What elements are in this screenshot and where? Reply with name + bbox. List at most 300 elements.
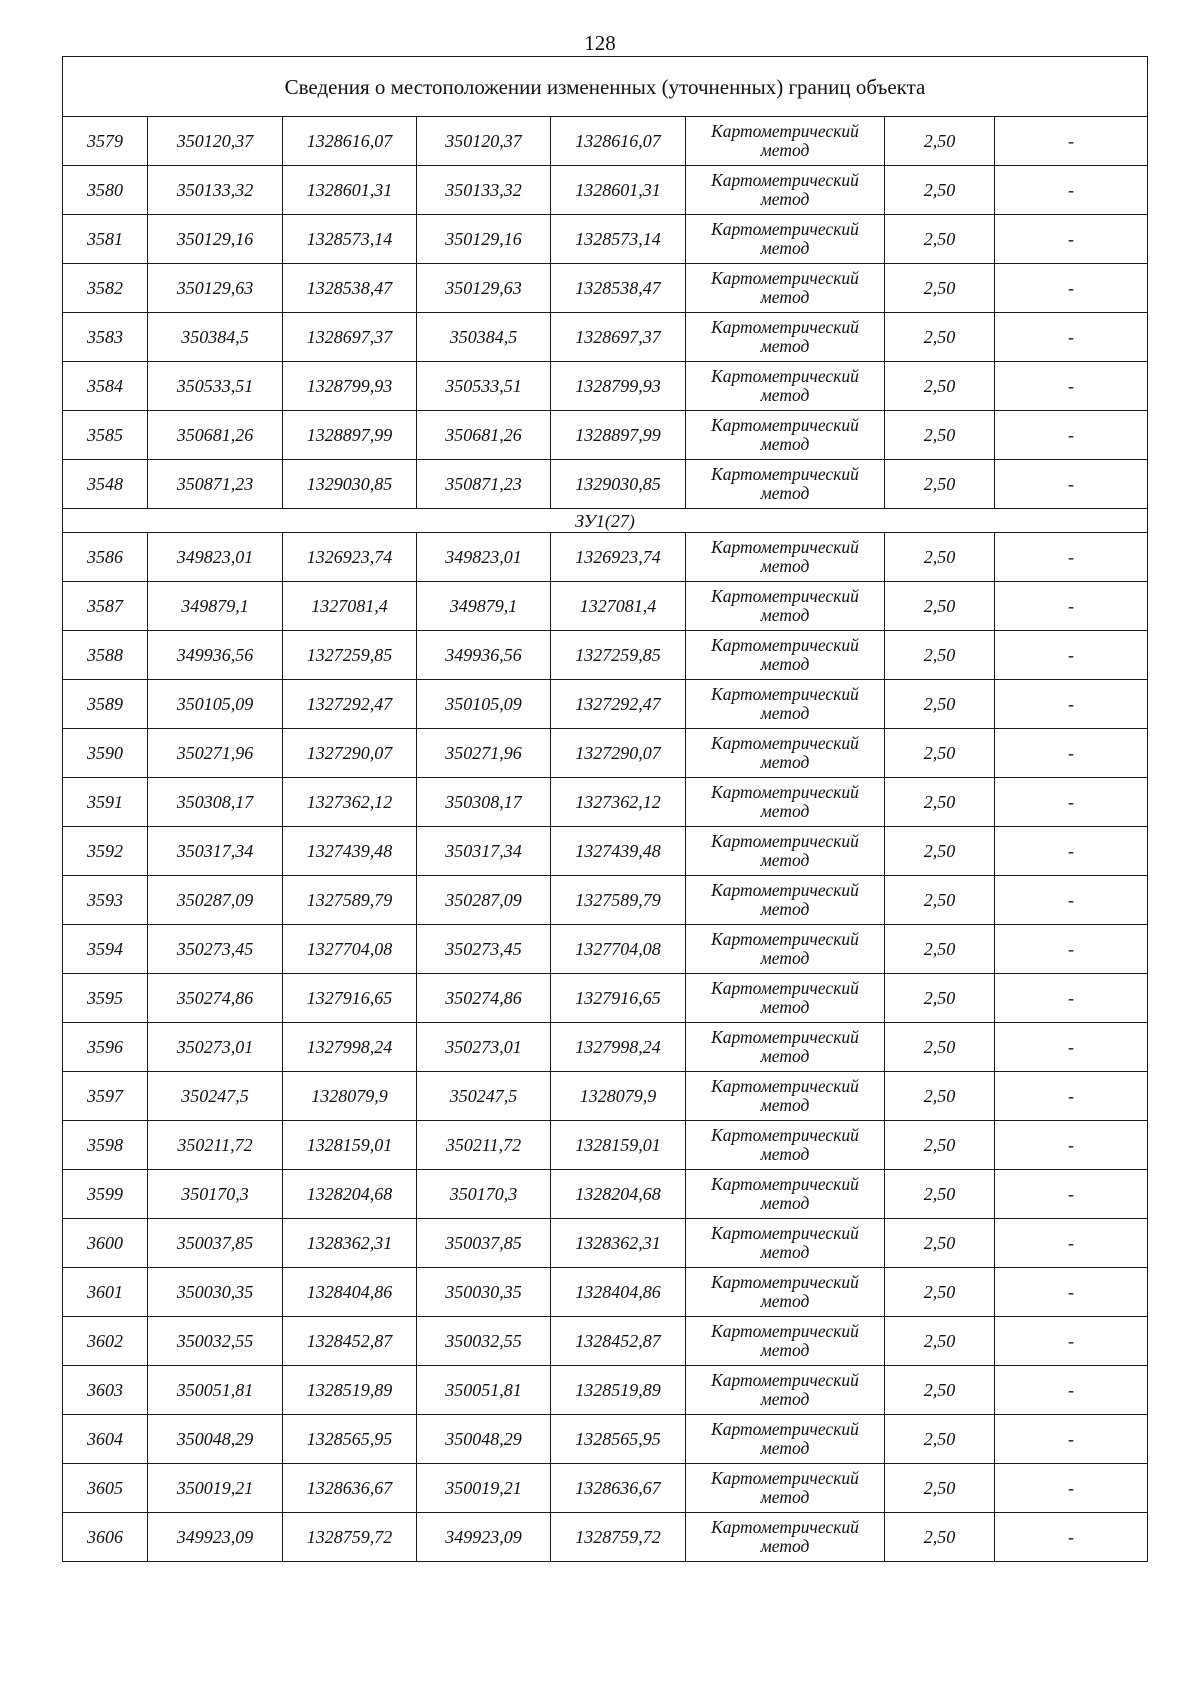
method-line-2: метод [760,1144,810,1164]
table-row [63,925,1148,974]
method-cell [686,166,885,215]
point-number-cell: 3594 [63,925,148,974]
existing-y-cell: 1328204,68 [283,1170,417,1219]
existing-x-cell: 350051,81 [148,1366,283,1415]
accuracy-cell: 2,50 [885,1219,995,1268]
method-line-1: Картометрический [711,978,859,998]
existing-y-cell: 1327439,48 [283,827,417,876]
method-line-2: метод [760,899,810,919]
refined-x-cell: 349879,1 [417,582,551,631]
table-row [63,1121,1148,1170]
refined-y-cell: 1328759,72 [551,1513,686,1562]
existing-x-cell: 350273,01 [148,1023,283,1072]
existing-x-cell: 350105,09 [148,680,283,729]
method-line-2: метод [760,434,810,454]
description-cell: - [995,778,1148,827]
refined-x-cell: 350019,21 [417,1464,551,1513]
existing-x-cell: 350133,32 [148,166,283,215]
existing-y-cell: 1327259,85 [283,631,417,680]
refined-x-cell: 350273,45 [417,925,551,974]
method-line-2: метод [760,1438,810,1458]
method-line-2: метод [760,1487,810,1507]
table-row [63,1415,1148,1464]
description-cell: - [995,166,1148,215]
refined-y-cell: 1328404,86 [551,1268,686,1317]
refined-y-cell: 1327916,65 [551,974,686,1023]
existing-y-cell: 1328538,47 [283,264,417,313]
point-number-cell: 3587 [63,582,148,631]
table-row [63,533,1148,582]
description-cell: - [995,313,1148,362]
description-cell: - [995,1317,1148,1366]
description-cell: - [995,1415,1148,1464]
method-cell [686,729,885,778]
method-line-1: Картометрический [711,464,859,484]
method-line-2: метод [760,948,810,968]
existing-x-cell: 350533,51 [148,362,283,411]
accuracy-cell: 2,50 [885,362,995,411]
existing-x-cell: 350271,96 [148,729,283,778]
refined-y-cell: 1327998,24 [551,1023,686,1072]
method-cell [686,1023,885,1072]
method-cell [686,1464,885,1513]
point-number-cell: 3579 [63,117,148,166]
method-line-1: Картометрический [711,415,859,435]
description-cell: - [995,1268,1148,1317]
existing-x-cell: 350129,63 [148,264,283,313]
refined-y-cell: 1327292,47 [551,680,686,729]
existing-x-cell: 350247,5 [148,1072,283,1121]
method-line-1: Картометрический [711,268,859,288]
table-row [63,827,1148,876]
accuracy-cell: 2,50 [885,264,995,313]
description-cell: - [995,460,1148,509]
table-row [63,1317,1148,1366]
accuracy-cell: 2,50 [885,729,995,778]
refined-x-cell: 350037,85 [417,1219,551,1268]
method-cell [686,827,885,876]
table-row [63,1513,1148,1562]
method-line-1: Картометрический [711,1321,859,1341]
section-label: ЗУ1(27) [63,509,1148,533]
accuracy-cell: 2,50 [885,117,995,166]
refined-x-cell: 350105,09 [417,680,551,729]
method-line-2: метод [760,385,810,405]
method-line-2: метод [760,752,810,772]
table-title: Сведения о местоположении измененных (уточненных) границ объекта [63,57,1148,117]
refined-x-cell: 350120,37 [417,117,551,166]
method-cell [686,1170,885,1219]
existing-y-cell: 1329030,85 [283,460,417,509]
method-cell [686,925,885,974]
existing-y-cell: 1328573,14 [283,215,417,264]
refined-x-cell: 350533,51 [417,362,551,411]
accuracy-cell: 2,50 [885,411,995,460]
method-cell [686,264,885,313]
table-body [63,57,1148,1562]
method-cell [686,460,885,509]
accuracy-cell: 2,50 [885,1121,995,1170]
method-cell [686,582,885,631]
method-line-2: метод [760,850,810,870]
boundary-coordinates-table [62,56,1148,1562]
point-number-cell: 3589 [63,680,148,729]
point-number-cell: 3600 [63,1219,148,1268]
existing-x-cell: 349823,01 [148,533,283,582]
existing-y-cell: 1328519,89 [283,1366,417,1415]
description-cell: - [995,1072,1148,1121]
refined-x-cell: 350308,17 [417,778,551,827]
description-cell: - [995,1366,1148,1415]
point-number-cell: 3601 [63,1268,148,1317]
refined-x-cell: 350129,63 [417,264,551,313]
table-row [63,729,1148,778]
accuracy-cell: 2,50 [885,460,995,509]
method-cell [686,1317,885,1366]
method-cell [686,1121,885,1170]
point-number-cell: 3596 [63,1023,148,1072]
table-row [63,974,1148,1023]
table-row [63,631,1148,680]
existing-x-cell: 350211,72 [148,1121,283,1170]
method-line-1: Картометрический [711,929,859,949]
accuracy-cell: 2,50 [885,827,995,876]
section-row [63,509,1148,533]
existing-y-cell: 1327916,65 [283,974,417,1023]
method-cell [686,1366,885,1415]
existing-y-cell: 1328636,67 [283,1464,417,1513]
existing-y-cell: 1328616,07 [283,117,417,166]
method-cell [686,680,885,729]
refined-x-cell: 350317,34 [417,827,551,876]
refined-x-cell: 350871,23 [417,460,551,509]
table-row [63,411,1148,460]
table-row [63,1023,1148,1072]
method-line-2: метод [760,1340,810,1360]
description-cell: - [995,974,1148,1023]
description-cell: - [995,876,1148,925]
method-cell [686,411,885,460]
point-number-cell: 3605 [63,1464,148,1513]
existing-y-cell: 1327362,12 [283,778,417,827]
table-row [63,264,1148,313]
method-line-2: метод [760,1291,810,1311]
table-row [63,582,1148,631]
accuracy-cell: 2,50 [885,1317,995,1366]
refined-y-cell: 1328897,99 [551,411,686,460]
table-row [63,680,1148,729]
description-cell: - [995,1170,1148,1219]
accuracy-cell: 2,50 [885,1023,995,1072]
table-row [63,778,1148,827]
refined-x-cell: 350273,01 [417,1023,551,1072]
method-line-2: метод [760,605,810,625]
existing-y-cell: 1328697,37 [283,313,417,362]
existing-x-cell: 350048,29 [148,1415,283,1464]
refined-x-cell: 350051,81 [417,1366,551,1415]
method-line-1: Картометрический [711,1076,859,1096]
refined-y-cell: 1328204,68 [551,1170,686,1219]
method-line-1: Картометрический [711,366,859,386]
existing-x-cell: 350030,35 [148,1268,283,1317]
description-cell: - [995,631,1148,680]
refined-x-cell: 350271,96 [417,729,551,778]
description-cell: - [995,117,1148,166]
method-cell [686,778,885,827]
point-number-cell: 3586 [63,533,148,582]
method-line-1: Картометрический [711,782,859,802]
method-line-2: метод [760,238,810,258]
refined-y-cell: 1327081,4 [551,582,686,631]
refined-y-cell: 1328565,95 [551,1415,686,1464]
description-cell: - [995,1513,1148,1562]
table-row [63,1366,1148,1415]
existing-y-cell: 1328565,95 [283,1415,417,1464]
point-number-cell: 3599 [63,1170,148,1219]
refined-x-cell: 349923,09 [417,1513,551,1562]
method-cell [686,1513,885,1562]
table-row [63,362,1148,411]
table-row [63,1072,1148,1121]
refined-y-cell: 1327439,48 [551,827,686,876]
refined-y-cell: 1327704,08 [551,925,686,974]
method-line-2: метод [760,1046,810,1066]
method-cell [686,974,885,1023]
existing-y-cell: 1327081,4 [283,582,417,631]
method-line-2: метод [760,801,810,821]
point-number-cell: 3581 [63,215,148,264]
method-line-2: метод [760,483,810,503]
method-line-1: Картометрический [711,537,859,557]
refined-y-cell: 1327259,85 [551,631,686,680]
refined-y-cell: 1328636,67 [551,1464,686,1513]
existing-x-cell: 350871,23 [148,460,283,509]
existing-y-cell: 1328759,72 [283,1513,417,1562]
refined-x-cell: 350030,35 [417,1268,551,1317]
accuracy-cell: 2,50 [885,631,995,680]
method-line-1: Картометрический [711,635,859,655]
method-line-2: метод [760,1536,810,1556]
description-cell: - [995,533,1148,582]
existing-x-cell: 350681,26 [148,411,283,460]
method-line-2: метод [760,189,810,209]
method-line-1: Картометрический [711,170,859,190]
existing-y-cell: 1327704,08 [283,925,417,974]
point-number-cell: 3598 [63,1121,148,1170]
accuracy-cell: 2,50 [885,778,995,827]
refined-x-cell: 350287,09 [417,876,551,925]
existing-y-cell: 1327589,79 [283,876,417,925]
method-line-2: метод [760,703,810,723]
accuracy-cell: 2,50 [885,215,995,264]
existing-x-cell: 350317,34 [148,827,283,876]
method-cell [686,1268,885,1317]
method-cell [686,1219,885,1268]
existing-y-cell: 1327998,24 [283,1023,417,1072]
table-row [63,1219,1148,1268]
point-number-cell: 3592 [63,827,148,876]
refined-x-cell: 350032,55 [417,1317,551,1366]
existing-y-cell: 1328452,87 [283,1317,417,1366]
existing-x-cell: 350170,3 [148,1170,283,1219]
method-line-1: Картометрический [711,1468,859,1488]
description-cell: - [995,680,1148,729]
description-cell: - [995,1219,1148,1268]
point-number-cell: 3597 [63,1072,148,1121]
point-number-cell: 3583 [63,313,148,362]
existing-y-cell: 1328897,99 [283,411,417,460]
method-line-1: Картометрический [711,684,859,704]
description-cell: - [995,411,1148,460]
existing-x-cell: 350308,17 [148,778,283,827]
method-line-1: Картометрический [711,1517,859,1537]
method-line-1: Картометрический [711,880,859,900]
refined-y-cell: 1328573,14 [551,215,686,264]
description-cell: - [995,1023,1148,1072]
accuracy-cell: 2,50 [885,1072,995,1121]
existing-x-cell: 350019,21 [148,1464,283,1513]
method-line-1: Картометрический [711,831,859,851]
refined-y-cell: 1326923,74 [551,533,686,582]
existing-y-cell: 1328404,86 [283,1268,417,1317]
method-line-2: метод [760,336,810,356]
method-cell [686,117,885,166]
method-cell [686,1072,885,1121]
accuracy-cell: 2,50 [885,1513,995,1562]
description-cell: - [995,582,1148,631]
existing-x-cell: 350037,85 [148,1219,283,1268]
refined-y-cell: 1328362,31 [551,1219,686,1268]
point-number-cell: 3582 [63,264,148,313]
existing-y-cell: 1327290,07 [283,729,417,778]
existing-x-cell: 350384,5 [148,313,283,362]
existing-y-cell: 1328799,93 [283,362,417,411]
refined-x-cell: 350170,3 [417,1170,551,1219]
existing-x-cell: 350129,16 [148,215,283,264]
existing-x-cell: 349936,56 [148,631,283,680]
accuracy-cell: 2,50 [885,1268,995,1317]
existing-y-cell: 1328079,9 [283,1072,417,1121]
table-row [63,876,1148,925]
method-line-2: метод [760,556,810,576]
method-line-2: метод [760,1242,810,1262]
existing-x-cell: 350287,09 [148,876,283,925]
table-title-row [63,57,1148,117]
method-line-1: Картометрический [711,733,859,753]
method-line-2: метод [760,1193,810,1213]
accuracy-cell: 2,50 [885,1366,995,1415]
point-number-cell: 3584 [63,362,148,411]
description-cell: - [995,362,1148,411]
method-line-1: Картометрический [711,1370,859,1390]
point-number-cell: 3603 [63,1366,148,1415]
refined-y-cell: 1328799,93 [551,362,686,411]
accuracy-cell: 2,50 [885,680,995,729]
refined-x-cell: 350384,5 [417,313,551,362]
method-cell [686,1415,885,1464]
existing-y-cell: 1328159,01 [283,1121,417,1170]
accuracy-cell: 2,50 [885,166,995,215]
refined-x-cell: 349823,01 [417,533,551,582]
existing-y-cell: 1327292,47 [283,680,417,729]
table-row [63,460,1148,509]
description-cell: - [995,925,1148,974]
method-line-2: метод [760,654,810,674]
existing-x-cell: 350273,45 [148,925,283,974]
method-line-1: Картометрический [711,1027,859,1047]
point-number-cell: 3588 [63,631,148,680]
existing-x-cell: 349923,09 [148,1513,283,1562]
refined-x-cell: 349936,56 [417,631,551,680]
refined-x-cell: 350681,26 [417,411,551,460]
refined-x-cell: 350247,5 [417,1072,551,1121]
existing-y-cell: 1328601,31 [283,166,417,215]
method-line-2: метод [760,1095,810,1115]
method-line-1: Картометрический [711,1419,859,1439]
refined-y-cell: 1328616,07 [551,117,686,166]
description-cell: - [995,827,1148,876]
accuracy-cell: 2,50 [885,925,995,974]
existing-x-cell: 350274,86 [148,974,283,1023]
method-line-1: Картометрический [711,1272,859,1292]
description-cell: - [995,264,1148,313]
method-line-1: Картометрический [711,586,859,606]
point-number-cell: 3585 [63,411,148,460]
table-row [63,313,1148,362]
refined-x-cell: 350274,86 [417,974,551,1023]
existing-x-cell: 350120,37 [148,117,283,166]
accuracy-cell: 2,50 [885,974,995,1023]
method-cell [686,631,885,680]
refined-y-cell: 1328159,01 [551,1121,686,1170]
method-line-1: Картометрический [711,1125,859,1145]
method-line-2: метод [760,1389,810,1409]
refined-y-cell: 1327362,12 [551,778,686,827]
accuracy-cell: 2,50 [885,1464,995,1513]
point-number-cell: 3606 [63,1513,148,1562]
method-line-1: Картометрический [711,1174,859,1194]
description-cell: - [995,729,1148,778]
point-number-cell: 3602 [63,1317,148,1366]
method-line-1: Картометрический [711,317,859,337]
method-line-2: метод [760,287,810,307]
refined-y-cell: 1329030,85 [551,460,686,509]
description-cell: - [995,1121,1148,1170]
refined-y-cell: 1328519,89 [551,1366,686,1415]
accuracy-cell: 2,50 [885,582,995,631]
point-number-cell: 3580 [63,166,148,215]
refined-y-cell: 1328697,37 [551,313,686,362]
method-line-2: метод [760,997,810,1017]
method-cell [686,215,885,264]
table-row [63,215,1148,264]
accuracy-cell: 2,50 [885,313,995,362]
point-number-cell: 3604 [63,1415,148,1464]
point-number-cell: 3548 [63,460,148,509]
refined-y-cell: 1328538,47 [551,264,686,313]
refined-y-cell: 1327589,79 [551,876,686,925]
point-number-cell: 3595 [63,974,148,1023]
existing-y-cell: 1326923,74 [283,533,417,582]
refined-y-cell: 1328452,87 [551,1317,686,1366]
existing-x-cell: 349879,1 [148,582,283,631]
point-number-cell: 3593 [63,876,148,925]
existing-y-cell: 1328362,31 [283,1219,417,1268]
method-cell [686,533,885,582]
method-line-1: Картометрический [711,1223,859,1243]
table-row [63,1170,1148,1219]
table-row [63,117,1148,166]
